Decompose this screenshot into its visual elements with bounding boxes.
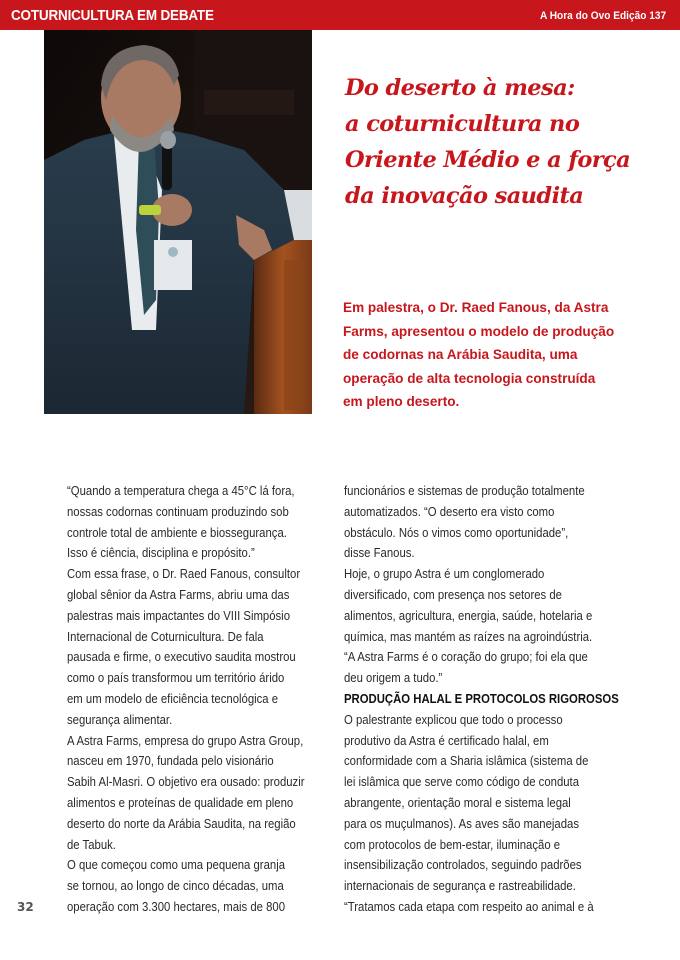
body-text-line [67,585,357,606]
line-text: alimentos e proteínas de qualidade em pleno [67,795,294,810]
page-number: 32 [17,900,34,914]
body-text-line [67,793,357,814]
body-text-line [67,835,357,856]
body-text-line [67,751,357,772]
body-text-line [67,689,357,710]
body-text-line [67,855,357,876]
headline-line: da inovação saudita [345,183,584,209]
line-text: em um modelo de eficiência tecnológica e [67,691,279,706]
body-text-line [67,814,357,835]
lede-line: Farms, apresentou o modelo de produção [343,323,615,339]
line-text: Hoje, o grupo Astra é um conglomerado [344,567,545,582]
headline-line: a coturnicultura no [345,111,580,137]
section-title: COTURNICULTURA EM DEBATE [11,8,214,24]
line-text: se tornou, ao longo de cinco décadas, uma [67,879,284,894]
body-text-line [67,502,357,523]
line-text: automatizados. “O deserto era visto como [344,504,555,519]
speaker-photo [44,30,312,414]
line-text: Sabih Al-Masri. O objetivo era ousado: produzir [67,775,305,790]
line-text: global sênior da Astra Farms, abriu uma das [67,587,290,602]
speaker-photo-illustration [44,30,312,414]
body-text-line [67,876,357,897]
line-text: obstáculo. Nós o vimos como oportunidade”, [344,525,569,540]
line-text: de Tabuk. [67,837,116,852]
line-text: segurança alimentar. [67,712,173,727]
line-text: palestras mais impactantes do VIII Simpósio [67,608,291,623]
body-text-line [344,855,644,876]
line-text: diversificado, com presença nos setores de [344,587,562,602]
body-text-line [344,668,644,689]
line-text: com protocolos de bem-estar, iluminação e [344,837,561,852]
body-text-line [67,897,357,918]
body-text-line [67,627,357,648]
line-text: “A Astra Farms é o coração do grupo; foi ela que [344,650,588,665]
lede-line: em pleno deserto. [343,394,460,409]
body-text-line [344,751,644,772]
line-text: operação com 3.300 hectares, mais de 800 [67,899,286,914]
body-text-line [344,606,644,627]
issue-label: A Hora do Ovo Edição 137 [539,10,666,22]
line-text: O palestrante explicou que todo o processo [344,712,563,727]
body-text-line [67,731,357,752]
line-text: A Astra Farms, empresa do grupo Astra Group, [67,733,304,748]
body-text-line [344,876,644,897]
body-text-line [67,668,357,689]
body-text-line [344,793,644,814]
line-text: insensibilização controlados, seguindo padrões [344,858,582,873]
body-text-line [344,523,644,544]
line-text: produtivo da Astra é certificado halal, em [344,733,549,748]
body-text-line [344,772,644,793]
body-text-line [67,481,357,502]
line-text: “Tratamos cada etapa com respeito ao animal e à [344,899,594,914]
line-text: O que começou como uma pequena granja [67,858,286,873]
line-text: deserto do norte da Arábia Saudita, na região [67,816,296,831]
headline-line: Oriente Médio e a força [345,147,631,173]
body-text-line [344,710,644,731]
line-text: Isso é ciência, disciplina e propósito.” [67,546,255,561]
line-text: Com essa frase, o Dr. Raed Fanous, consultor [67,567,301,582]
body-text-line [344,543,644,564]
body-text-line [67,564,357,585]
section-header-bar [0,0,680,30]
body-text-line [67,523,357,544]
body-text-line [67,647,357,668]
body-text-line [344,627,644,648]
lede-line: de codornas na Arábia Saudita, uma [343,347,578,362]
body-column-left [67,481,357,918]
line-text: alimentos, agricultura, energia, saúde, hotelaria e [344,608,593,623]
body-text-line [67,543,357,564]
line-text: disse Fanous. [344,546,415,561]
section-subheading [344,689,644,710]
line-text: para os muçulmanos). As aves são manejadas [344,816,579,831]
line-text: nossas codornas continuam produzindo sob [67,504,289,519]
body-text-line [344,814,644,835]
lede-line: Em palestra, o Dr. Raed Fanous, da Astra [343,300,609,315]
lede-line: operação de alta tecnologia construída [343,370,596,386]
body-text-line [344,731,644,752]
line-text: Internacional de Coturnicultura. De fala [67,629,264,644]
article-lede [343,296,663,414]
body-text-line [67,772,357,793]
body-column-right [344,481,644,918]
body-text-line [344,647,644,668]
body-text-line [344,897,644,918]
body-text-line [344,835,644,856]
body-text-line [67,710,357,731]
line-text: pausada e firme, o executivo saudita mostrou [67,650,296,665]
line-text: nasceu em 1970, fundada pelo visionário [67,754,274,769]
line-text: controle total de ambiente e biossegurança. [67,525,287,540]
line-text: funcionários e sistemas de produção totalmente [344,484,585,498]
subheading-text: PRODUÇÃO HALAL E PROTOCOLOS RIGOROSOS [344,691,619,706]
body-text-line [344,585,644,606]
line-text: lei islâmica que serve como código de conduta [344,775,580,790]
line-text: como o país transformou um território árido [67,671,285,686]
body-text-line [344,502,644,523]
headline-line: Do deserto à mesa: [345,75,575,101]
line-text: “Quando a temperatura chega a 45°C lá fora, [67,484,295,498]
body-text-line [344,481,644,502]
line-text: química, mas mantém as raízes na agroindústria. [344,629,593,644]
line-text: internacionais de segurança e rastreabilidade. [344,879,576,894]
line-text: abrangente, orientação moral e sistema legal [344,795,571,810]
line-text: deu origem a tudo.” [344,671,443,686]
body-text-line [344,564,644,585]
body-text-line [67,606,357,627]
article-headline [345,70,665,214]
line-text: conformidade com a Sharia islâmica (sistema de [344,754,589,769]
